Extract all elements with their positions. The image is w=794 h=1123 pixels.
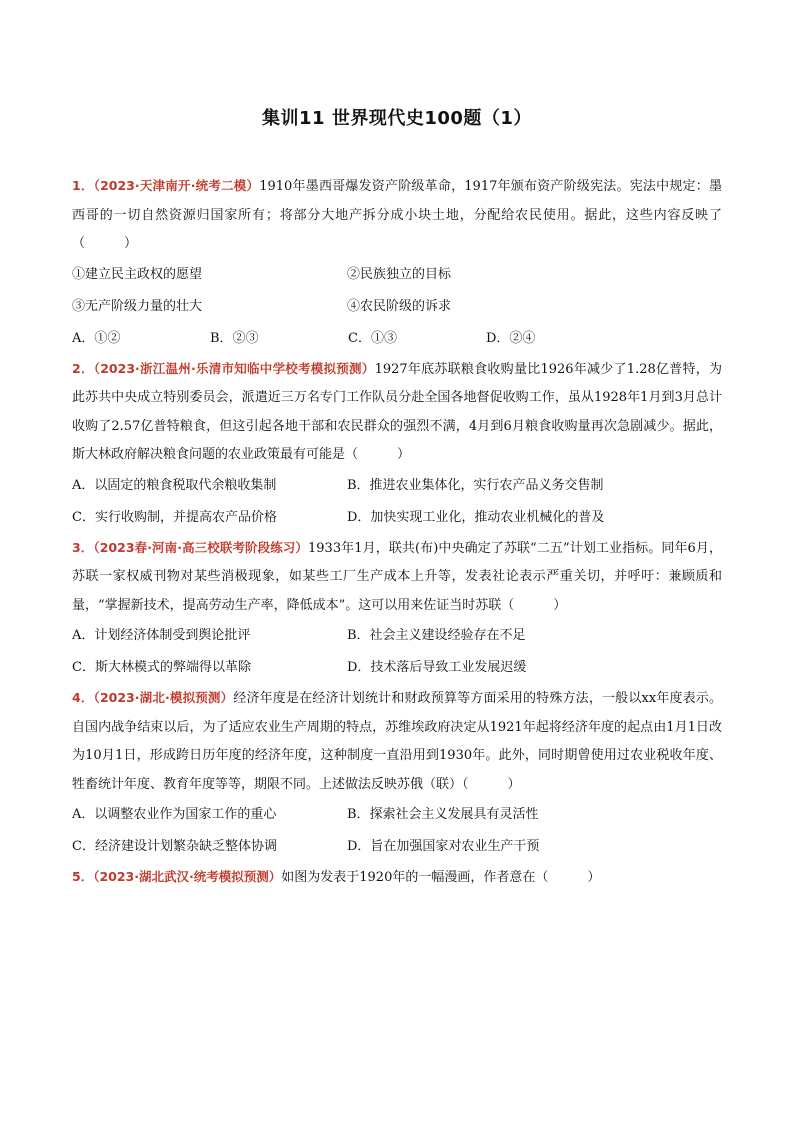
question-stem [72,355,722,470]
question-source: （2023春·河南·高三校联考阶段练习） [93,539,308,555]
statement-row [72,291,722,323]
question-text: 如图为发表于1920年的一幅漫画，作者意在（ ） [281,870,601,885]
question-text: 1910年墨西哥爆发资产阶级革命，1917年颁布资产阶级宪法。宪法中规定：墨西哥的一切自然资源归国家所有；将部分大地产拆分成小块土地，分配给农民使用。据此，这些内容反映了（ ） [72,179,722,251]
statement: ②民族独立的目标 [347,266,452,282]
option-b: B．探索社会主义发展具有灵活性 [347,807,539,822]
option-row [72,502,722,534]
question-stem [72,863,722,893]
question-source: （2023·湖北武汉·统考模拟预测） [93,869,282,884]
option-row [72,799,722,831]
question-number: 5． [72,869,94,884]
question-text: 1927年底苏联粮食收购量比1926年减少了1.28亿普特，为此苏共中央成立特别委员会，派遣近三万名专门工作队员分赴全国各地督促收购工作，虽从1928年1月到3月总计收购了2.57亿普特粮食，但这引起各地干部和农民群众的强烈不满，4月到6月粮食收购量再次急剧减少。据此，斯大林政府解决粮食问题的农业政策最有可能是（ ） [72,361,723,462]
statement: ③无产阶级力量的壮大 [72,298,203,314]
option-b: B．②③ [210,330,259,346]
question-list [72,172,722,893]
option-d: D．加快实现工业化，推动农业机械化的普及 [347,509,605,525]
question-text: 1933年1月，联共(布)中央确定了苏联“二五”计划工业指标。同年6月，苏联一家权威刊物对某些消极现象，如某些工厂生产成本上升等，发表社论表示严重关切，并呼吁：兼顾质和量，“掌握新技术，提高劳动生产率，降低成本”。这可以用来佐证当时苏联（ ） [72,540,723,613]
question-2 [72,355,722,534]
page-title: 集训11 世界现代史100题（1） [262,108,532,129]
option-row [72,323,722,355]
option-c: C．斯大林模式的弊端得以革除 [72,660,251,675]
question-source: （2023·湖北·模拟预测） [93,690,234,705]
question-number: 4． [72,690,94,705]
question-number: 3． [72,539,94,555]
question-1 [72,172,722,355]
option-b: B．社会主义建设经验存在不足 [347,628,526,643]
question-4 [72,684,722,863]
option-c: C．①③ [348,330,397,346]
question-stem [72,172,722,259]
statement: ①建立民主政权的愿望 [72,266,203,282]
option-a: A．①② [72,330,121,346]
statement-row [72,259,722,291]
option-row [72,620,722,652]
statement: ④农民阶级的诉求 [347,298,452,314]
option-a: A．以调整农业作为国家工作的重心 [72,807,277,822]
option-row [72,470,722,502]
option-b: B．推进农业集体化，实行农产品义务交售制 [347,477,604,493]
option-row [72,652,722,684]
option-d: D．旨在加强国家对农业生产干预 [347,839,540,854]
option-row [72,831,722,863]
question-source: （2023·天津南开·统考二模） [93,178,260,193]
question-stem [72,684,722,799]
option-c: C．实行收购制，并提高农产品价格 [72,509,277,525]
question-stem [72,534,722,621]
option-c: C．经济建设计划繁杂缺乏整体协调 [72,839,277,854]
option-d: D．技术落后导致工业发展迟缓 [347,660,527,675]
question-number: 2． [72,360,94,376]
question-5 [72,863,722,893]
question-text: 经济年度是在经济计划统计和财政预算等方面采用的特殊方法，一般以xx年度表示。自国内战争结束以后，为了适应农业生产周期的特点，苏维埃政府决定从1921年起将经济年度的起点由1月1日改为10月1日，形成跨日历年度的经济年度，这种制度一直沿用到1930年。此外，同时期曾使用过农业税收年度、牲畜统计年度、教育年度等等，期限不同。上述做法反映苏俄（联）（ ） [72,691,723,792]
question-number: 1． [72,178,94,193]
option-a: A．以固定的粮食税取代余粮收集制 [72,477,277,493]
question-3 [72,534,722,685]
question-source: （2023·浙江温州·乐清市知临中学校考模拟预测） [93,360,375,376]
option-a: A．计划经济体制受到舆论批评 [72,628,251,643]
option-d: D．②④ [486,330,536,346]
